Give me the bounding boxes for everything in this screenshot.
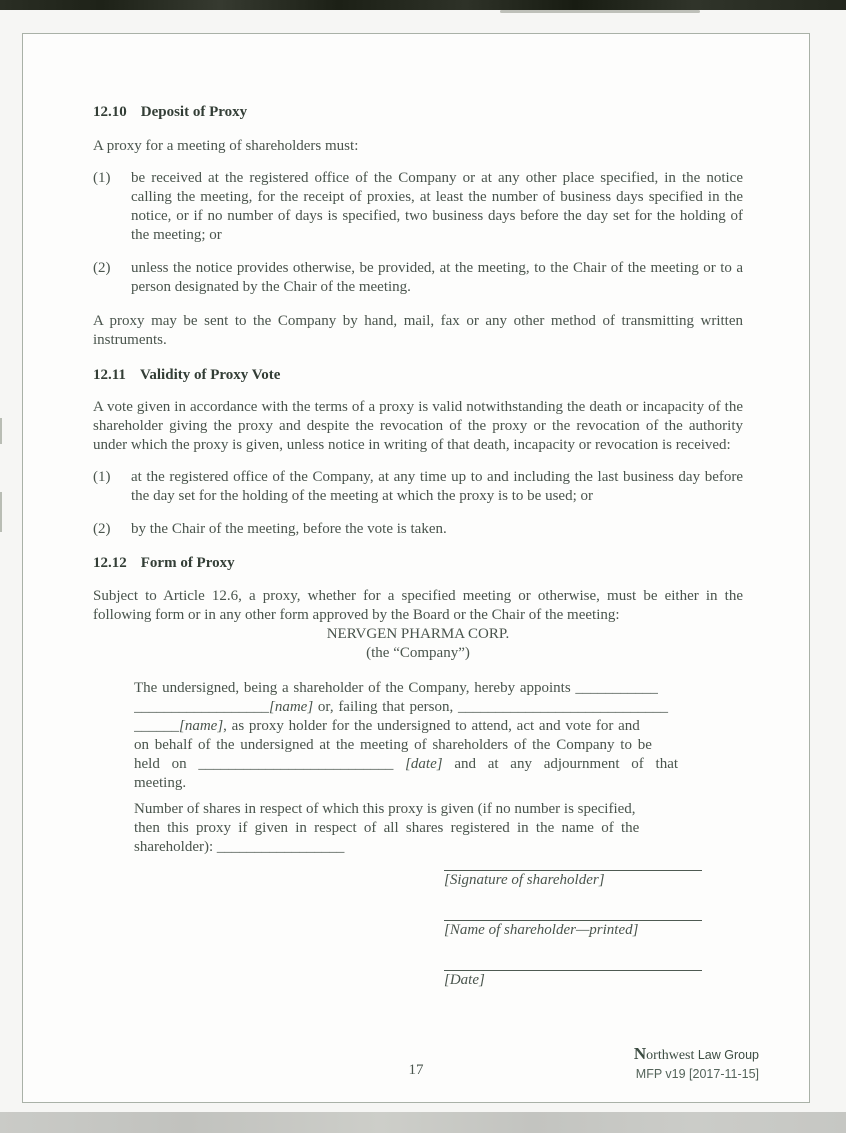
law-firm-name — [634, 1045, 759, 1065]
blank-line: ____________________________ — [457, 699, 668, 715]
list-text: by the Chair of the meeting, before the vote is taken. — [131, 521, 447, 537]
company-name: NERVGEN PHARMA CORP. — [326, 626, 510, 642]
firm-name-rest: orthwest — [646, 1048, 695, 1063]
list-item — [93, 259, 743, 297]
section-heading — [93, 366, 743, 385]
form-line — [134, 736, 699, 755]
list-item — [93, 520, 743, 539]
list-marker: (2) — [93, 521, 111, 537]
shares-paragraph — [134, 800, 699, 857]
paragraph: A proxy for a meeting of shareholders must: — [93, 138, 359, 154]
section-number: 12.12 — [93, 555, 127, 571]
form-text: on behalf of the undersigned at the meeting of shareholders of the Company to be — [134, 737, 652, 753]
blank-line: __________________ — [134, 699, 269, 715]
list-item — [93, 468, 743, 506]
form-line — [134, 800, 699, 819]
list-text: unless the notice provides otherwise, be provided, at the meeting, to the Chair of the meeting or to a person designated by the Chair of the meeting. — [131, 260, 743, 295]
list-text: at the registered office of the Company, at any time up to and including the last business day before the day set for the holding of the meeting at which the proxy is to be used; or — [131, 469, 743, 504]
blank-line: ______ — [134, 718, 179, 734]
page-frame — [22, 33, 810, 1103]
form-line — [134, 819, 699, 838]
scan-artifact-bottom-band — [0, 1112, 846, 1133]
paragraph: Subject to Article 12.6, a proxy, whether for a specified meeting or otherwise, must be either in the following form or in any other form approved by the Board or the Chair of the meeting: — [93, 588, 743, 623]
firm-initial: N — [633, 1044, 647, 1063]
signature-label: [Name of shareholder—printed] — [444, 922, 639, 938]
scan-artifact-streak — [500, 10, 700, 13]
name-placeholder: [name] — [179, 718, 224, 734]
blank-line: __________________________ — [198, 756, 394, 772]
form-text: held on — [134, 756, 199, 772]
form-line — [134, 838, 699, 857]
form-text: shareholder): _________________ — [134, 839, 345, 855]
form-text: , as proxy holder for the undersigned to attend, act and vote for and — [223, 718, 640, 734]
signature-entry — [444, 970, 702, 990]
form-text: and at any adjournment of that — [442, 756, 679, 772]
form-text: Number of shares in respect of which this proxy is given (if no number is specified, — [134, 801, 636, 817]
scan-artifact-edge-mark — [0, 418, 2, 444]
version-stamp: MFP v19 [2017-11-15] — [635, 1067, 759, 1081]
signature-label: [Date] — [444, 972, 485, 988]
paragraph: A vote given in accordance with the terms of a proxy is valid notwithstanding the death or incapacity of the shareholder giving the proxy and despite the revocation of the proxy or the revocation of the authority under which the proxy is given, unless notice in writing of that death, incapacity or revocation is received: — [93, 399, 743, 453]
section-title: Form of Proxy — [140, 555, 235, 571]
document-content — [93, 103, 743, 1020]
section-heading — [93, 103, 743, 122]
scan-artifact-edge-mark — [0, 492, 2, 532]
section-number: 12.11 — [93, 367, 126, 383]
list-item — [93, 169, 743, 245]
firm-name-suffix: Law Group — [694, 1048, 759, 1062]
form-line — [134, 717, 699, 736]
section-number: 12.10 — [93, 104, 127, 120]
section-title: Deposit of Proxy — [140, 104, 248, 120]
signature-entry — [444, 920, 702, 940]
proxy-appointment-paragraph — [134, 679, 699, 793]
form-text: then this proxy if given in respect of all shares registered in the name of the — [134, 820, 640, 836]
paragraph: A proxy may be sent to the Company by hand, mail, fax or any other method of transmitting written instruments. — [93, 313, 743, 348]
date-placeholder: [date] — [393, 756, 443, 772]
list-text: be received at the registered office of the Company or at any other place specified, in the notice calling the meeting, for the receipt of proxies, at least the number of business days specified in the notice, or if no number of days is specified, two business days before the day set for the holding of the meeting; or — [131, 170, 743, 243]
form-text: The undersigned, being a shareholder of the Company, hereby appoints ___________ — [134, 680, 658, 696]
form-text: meeting. — [134, 775, 187, 791]
name-placeholder: [name] — [269, 699, 314, 715]
scan-artifact-top-band — [0, 0, 846, 10]
law-firm-stamp — [634, 1045, 759, 1083]
section-heading — [93, 554, 743, 573]
form-text: or, failing that person, — [313, 699, 458, 715]
signature-entry — [444, 870, 702, 890]
form-line — [134, 774, 699, 793]
signature-label: [Signature of shareholder] — [444, 872, 605, 888]
form-line — [134, 698, 699, 717]
form-line — [134, 679, 699, 698]
page-number: 17 — [408, 1062, 424, 1078]
form-line — [134, 755, 699, 774]
signature-block — [444, 870, 702, 990]
company-subtitle: (the “Company”) — [366, 645, 470, 661]
list-marker: (1) — [93, 469, 111, 485]
list-marker: (2) — [93, 260, 111, 276]
section-title: Validity of Proxy Vote — [139, 367, 281, 383]
list-marker: (1) — [93, 170, 111, 186]
